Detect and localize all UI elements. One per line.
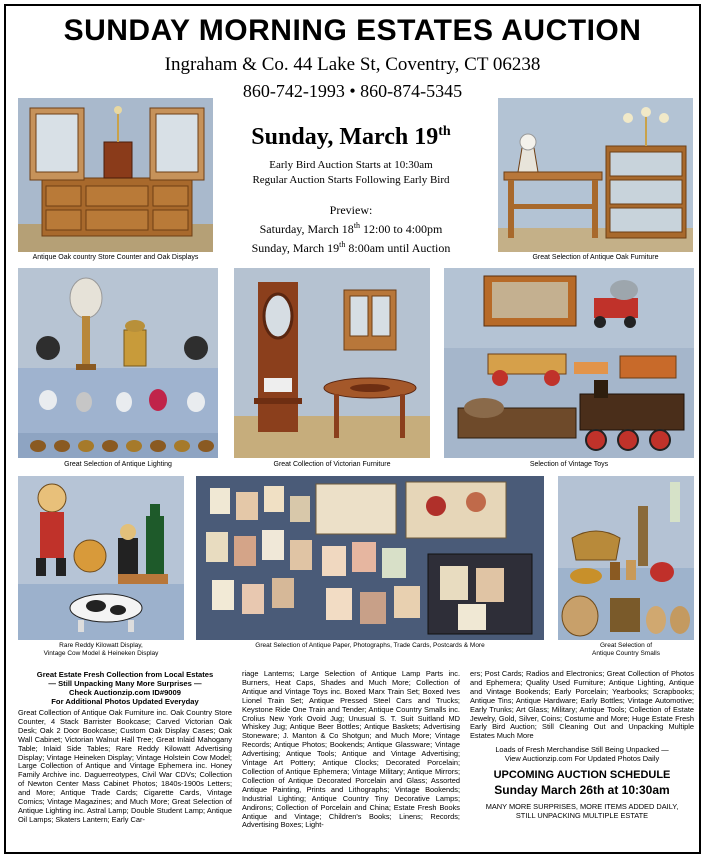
preview-label: Preview: [329,203,373,217]
caption-lighting: Great Selection of Antique Lighting [64,461,172,468]
body-text-2: riage Lanterns; Large Selection of Antique Lamp Parts inc. Burners, Heat Caps, Shades and Much More; Collection of Antique and Vintage Toys inc. Boxed Marx Train Set; Boxed Ives Lionel Train Set; Antique Pressed Steel Cars and Trucks; Keystone Ride One Train and Tender; Antique Country Smalls inc. Crolius New York Ovoid Jug; Unusual S. T. Suit Suitland MD Whiskey Jug; Antique Beer Bottles; Antique Baskets; Advertising Stoneware; J. Manton & Co Shotgun; and Much More; Vintage Records; Antique Photos; Bookends; Antique Glassware; Vintage Advertising; Antique Tools; Antique and Vintage Advertising; Vintage Art Pottery; Antique Clocks; Decorated Porcelain; Collection of Antique Ephemera; Vintage Military; Antique Mirrors; Collection of Antique Decorated Porcelain and Glass; Assorted Antique Painting, Prints and Lithographs; Vintage Bookends; Industrial Lighting; Antique Country Tiny Decorative Lamps; Andirons; Collection of Porcelain and China; Estate Fresh Books Antique and Vintage; Children's Books; Linens; Records; Advertising Boxes; Light- [242,669,460,830]
body-text-3: ers; Post Cards; Radios and Electronics; Great Collection of Photos and Ephemera; Quality Used Furniture; Antique Lighting, Antique and Vintage Bookends; Early Porcelain; Yearbooks; Scrapbooks; Antique Tins; Antique Hardware; Early Bottles; Vintage Automotive; Early Trunks; Art Glass; Military; Antique Tools; Collection of Estate Jewelry, Gold, Silver, Coins; Costume and More; Huge Estate Fresh Early Bird Auction; Still Cleaning Out and Unpacking Multiple Estates Much More [470,669,694,741]
body-column-3 [470,670,694,820]
caption-reddy-kilowatt: Rare Reddy Kilowatt Display, Vintage Cow Model & Heineken Display [43,642,159,657]
phone-numbers: 860-742-1993 • 860-874-5345 [242,81,463,101]
caption-antique-paper: Great Selection of Antique Paper, Photographs, Trade Cards, Postcards & More [255,642,485,649]
address: Ingraham & Co. 44 Lake St, Coventry, CT 06238 [164,54,541,75]
preview-block [226,203,476,256]
lead-estate-collection: Great Estate Fresh Collection from Local Estates [36,670,214,679]
lead-auctionzip: Check Auctionzip.com ID#9009 [69,688,181,697]
preview-sunday: Sunday, March 19th 8:00am until Auction [251,240,451,255]
photo-oak-counter [18,98,213,252]
photo-antique-paper [196,476,544,640]
photo-oak-furniture [498,98,693,252]
note-fresh-merchandise: Loads of Fresh Merchandise Still Being Unpacked — [495,745,669,755]
body-column-2 [242,670,460,830]
body-text-1: Great Collection of Antique Oak Furniture inc. Oak Country Store Counter, 4 Stack Barrister Bookcase; Carved Victorian Oak Desk; Oak 2 Door Bookcase; Custom Oak Display Cases; Oak Wall Cabinet; Victorian Walnut Hall Tree; Great Inlaid Mahogany Table; Inlaid Side Tables; Rare Reddy Kilowatt Advertising Display; Vintage Heineken Display; Vintage Holstein Cow Model; Large Collection of Antique and Vintage Ephemera inc. Honey Family Archive inc. Daguerreotypes, Civil War CDVs; Collection of Newton Center Mass Cabinet Photos; 1840s-1900s Letters; and More; Antique Trade Cards; Cigarette Cards, Vintage Comics; Vintage Magazines; and Much More; Great Selection of Antique Lighting inc. Astral Lamp; Double Student Lamp; Antique Oil Lamps; Skaters Lantern; Early Car- [18,708,232,824]
caption-vintage-toys: Selection of Vintage Toys [529,461,609,468]
note-view-auctionzip: View Auctionzip.com For Updated Photos Daily [504,754,660,764]
photo-vintage-toys [444,268,694,458]
schedule-title: UPCOMING AUCTION SCHEDULE [493,769,671,782]
lead-unpacking: — Still Unpacking Many More Surprises — [48,679,202,688]
caption-victorian-furniture: Great Collection of Victorian Furniture [273,461,391,468]
caption-oak-furniture: Great Selection of Antique Oak Furniture [532,254,659,261]
caption-country-smalls: Great Selection of Antique Country Smalls [592,642,660,657]
schedule-footer: MANY MORE SURPRISES, MORE ITEMS ADDED DAILY, STILL UNPACKING MULTIPLE ESTATE [485,802,679,821]
photo-reddy-kilowatt [18,476,184,640]
photo-victorian-furniture [234,268,430,458]
start-times [226,158,476,188]
photo-country-smalls [558,476,694,640]
early-bird-time: Early Bird Auction Starts at 10:30am [269,159,433,171]
auction-date: Sunday, March 19th [251,124,451,150]
headline: SUNDAY MORNING ESTATES AUCTION [63,14,642,47]
regular-time: Regular Auction Starts Following Early Bird [252,174,450,186]
body-column-1 [18,670,232,825]
preview-saturday: Saturday, March 18th 12:00 to 4:00pm [259,221,443,236]
lead-photos: For Additional Photos Updated Everyday [51,697,199,706]
caption-oak-counter: Antique Oak country Store Counter and Oak Displays [32,254,199,261]
auction-ad-page [4,4,701,854]
schedule-date: Sunday March 26th at 10:30am [494,783,670,798]
photo-lighting [18,268,218,458]
